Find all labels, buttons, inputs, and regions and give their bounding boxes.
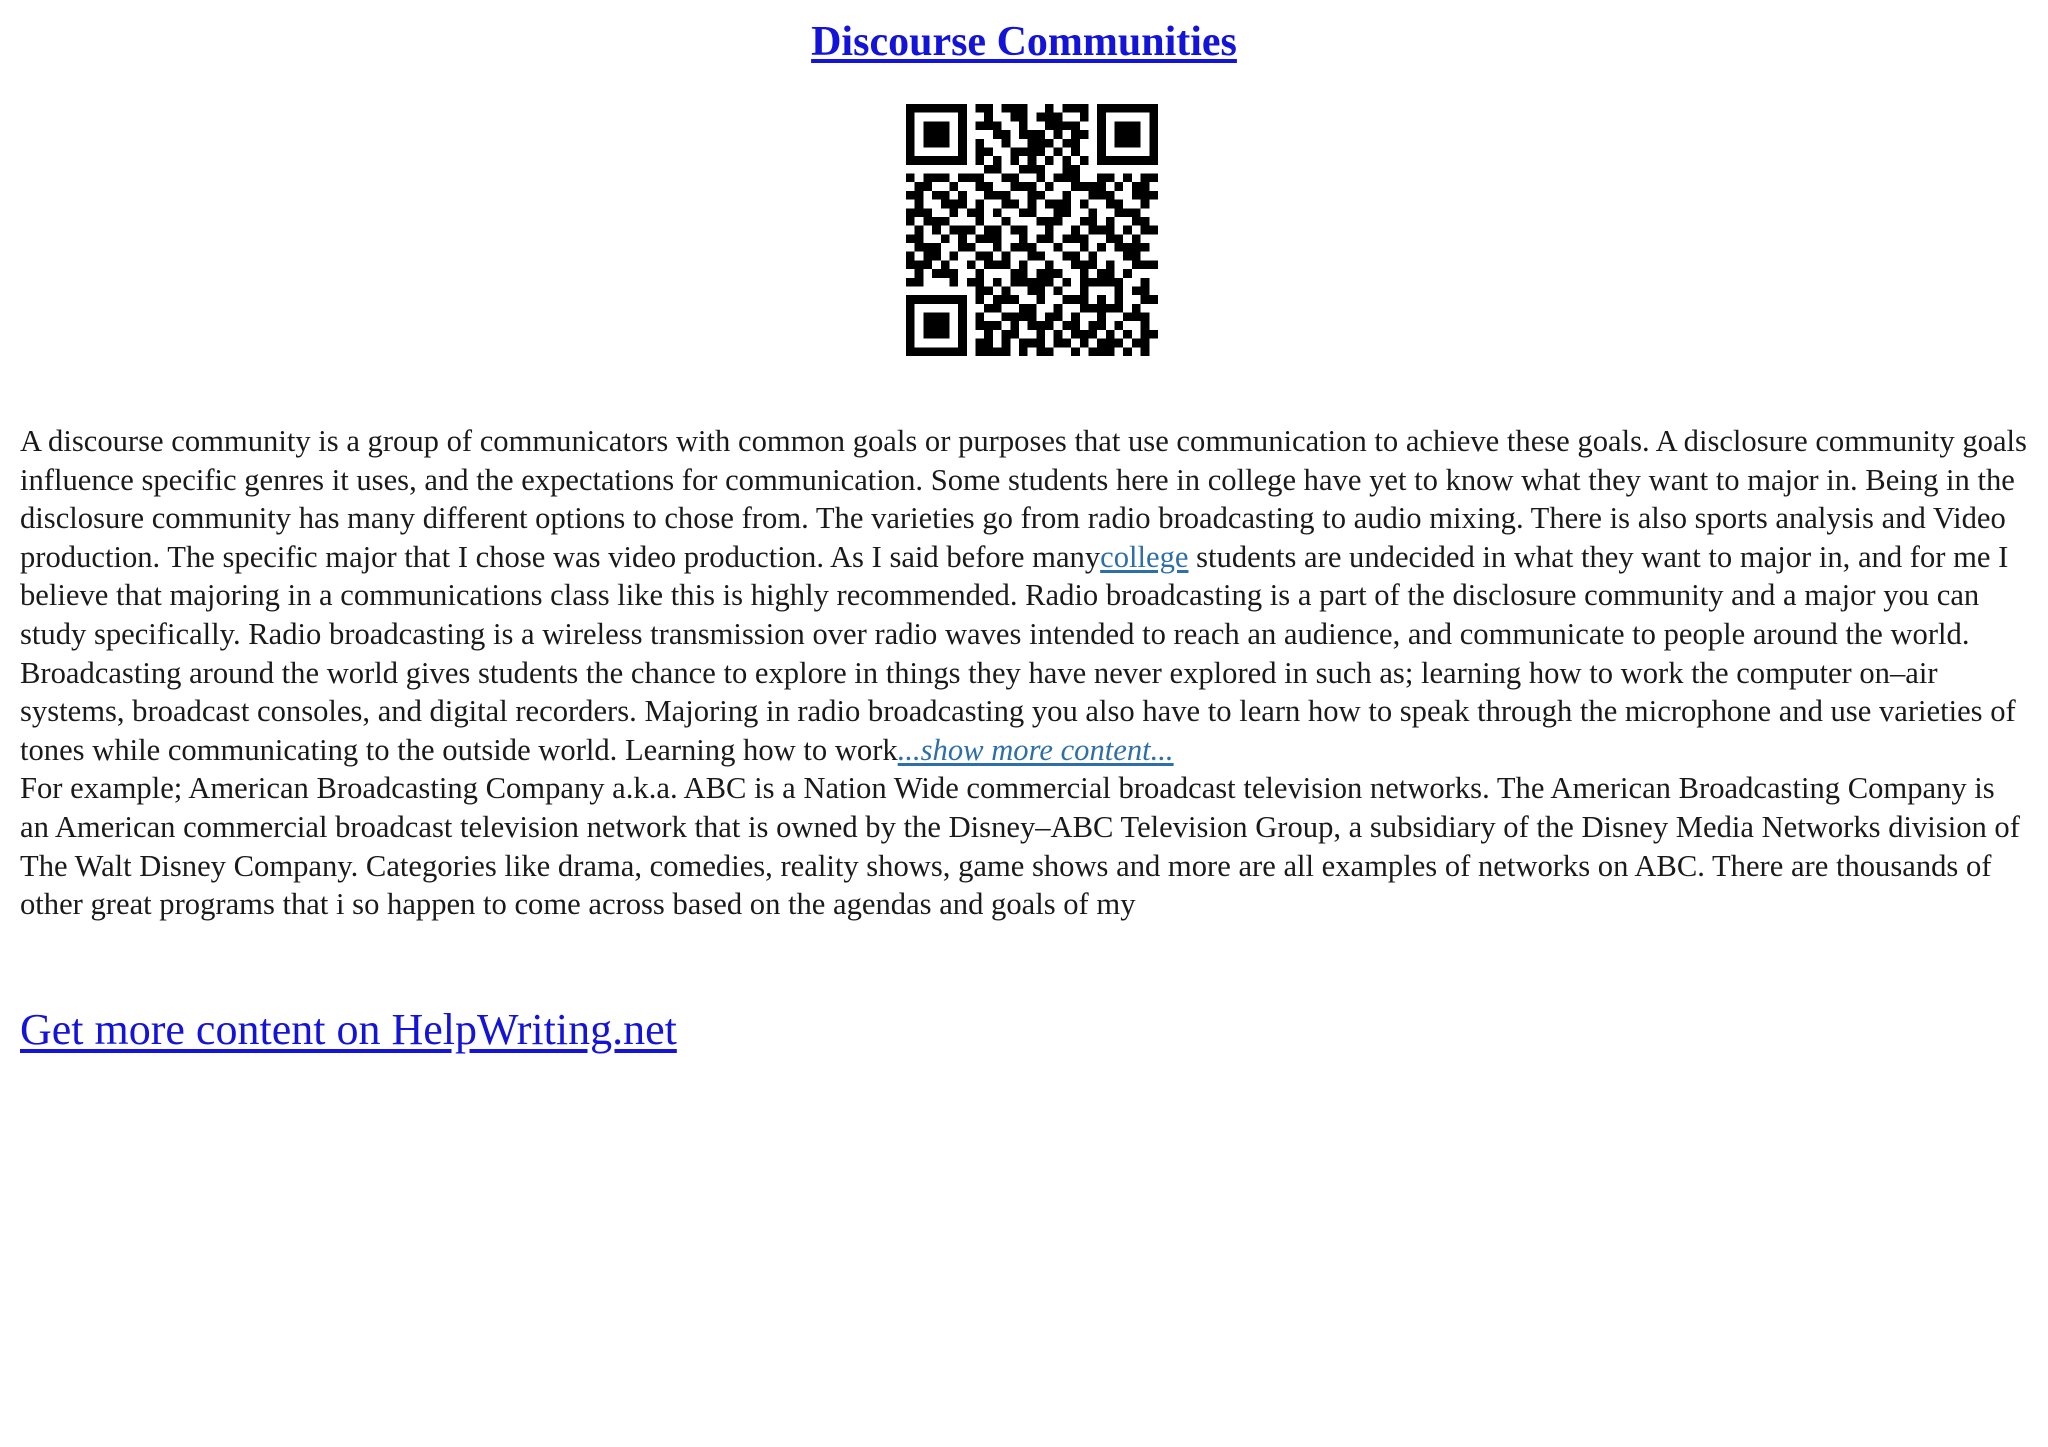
get-more-content-link[interactable]: Get more content on HelpWriting.net [20, 1005, 677, 1054]
show-more-link[interactable]: ...show more content... [897, 732, 1174, 767]
paragraph-1-text-end: students are undecided in what they want to major in, and for me I believe that majoring in a communications class like this is highly recommended. Radio broadcasting is a part of the disclosure community and a major you can study specifically. Radio broadcasting is a wireless transmission over radio waves intended to reach an audience, and communicate to people around the world. Broadcasting around the world gives students the chance to explore in things they have never explored in such as; learning how to work the computer on–air systems, broadcast consoles, and digital recorders. Majoring in radio broadcasting you also have to learn how to speak through the microphone and use varieties of tones while communicating to the outside world. Learning how to work [20, 539, 2016, 767]
body-text [20, 422, 2030, 924]
paragraph-1 [20, 422, 2030, 769]
title-container [0, 18, 2048, 66]
college-link[interactable]: college [1100, 539, 1189, 574]
paragraph-2: For example; American Broadcasting Company a.k.a. ABC is a Nation Wide commercial broadcast television networks. The American Broadcasting Company is an American commercial broadcast television network that is owned by the Disney–ABC Television Group, a subsidiary of the Disney Media Networks division of The Walt Disney Company. Categories like drama, comedies, reality shows, game shows and more are all examples of networks on ABC. There are thousands of other great programs that i so happen to come across based on the agendas and goals of my [20, 771, 2020, 922]
document-title-link[interactable]: Discourse Communities [811, 19, 1237, 65]
qr-code-icon [906, 104, 1158, 356]
paragraph-1-text-start: A discourse community is a group of communicators with common goals or purposes that use communication to achieve these goals. A disclosure community goals influence specific genres it uses, and the expectations for communication. Some students here in college have yet to know what they want to major in. Being in the disclosure community has many different options to chose from. The varieties go from radio broadcasting to audio mixing. There is also sports analysis and Video production. The specific major that I chose was video production. As I said before many [20, 424, 2027, 574]
